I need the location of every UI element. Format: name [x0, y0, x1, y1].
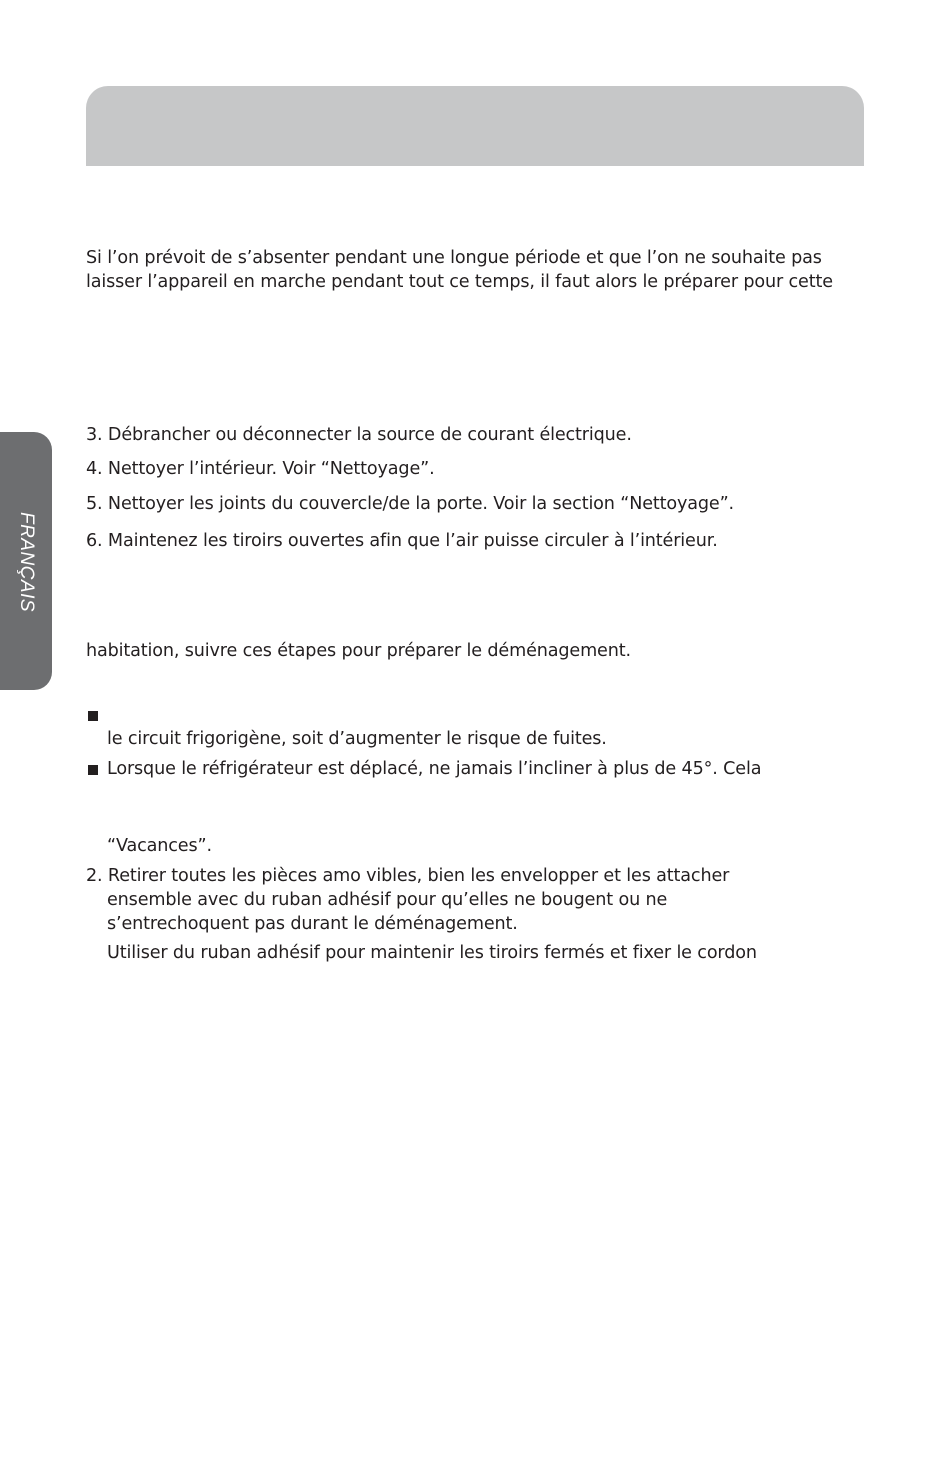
- vacation-step-3: 3. Débrancher ou déconnecter la source de courant électrique.: [86, 425, 632, 445]
- bullet-square-icon: [88, 765, 98, 775]
- vacation-step-6: 6. Maintenez les tiroirs ouvertes afin que l’air puisse circuler à l’intérieur.: [86, 531, 718, 551]
- vacation-intro-line-1: Si l’on prévoit de s’absenter pendant une longue période et que l’on ne souhaite pas: [86, 248, 822, 268]
- moving-step-2-line-2: ensemble avec du ruban adhésif pour qu’elles ne bougent ou ne: [107, 890, 668, 910]
- bullet-square-icon: [88, 711, 98, 721]
- vacation-intro-line-2: laisser l’appareil en marche pendant tout ce temps, il faut alors le préparer pour cette: [86, 272, 833, 292]
- language-tab-label: FRANÇAIS: [16, 511, 37, 613]
- moving-intro-line: habitation, suivre ces étapes pour préparer le déménagement.: [86, 641, 631, 661]
- vacation-step-4: 4. Nettoyer l’intérieur. Voir “Nettoyage”.: [86, 459, 435, 479]
- moving-step-2-line-3: s’entrechoquent pas durant le déménagement.: [107, 914, 518, 934]
- moving-bullet-2-line-1: Lorsque le réfrigérateur est déplacé, ne jamais l’incliner à plus de 45°. Cela: [107, 759, 762, 779]
- moving-step-3-line-1: Utiliser du ruban adhésif pour maintenir les tiroirs fermés et fixer le cordon: [107, 943, 757, 963]
- moving-step-2-line-1: 2. Retirer toutes les pièces amo vibles, bien les envelopper et les attacher: [86, 866, 730, 886]
- vacation-step-5: 5. Nettoyer les joints du couvercle/de la porte. Voir la section “Nettoyage”.: [86, 494, 734, 514]
- moving-step-1-tail: “Vacances”.: [107, 836, 212, 856]
- section-header-bar: [86, 86, 864, 166]
- moving-bullet-1-line-2: le circuit frigorigène, soit d’augmenter le risque de fuites.: [107, 729, 607, 749]
